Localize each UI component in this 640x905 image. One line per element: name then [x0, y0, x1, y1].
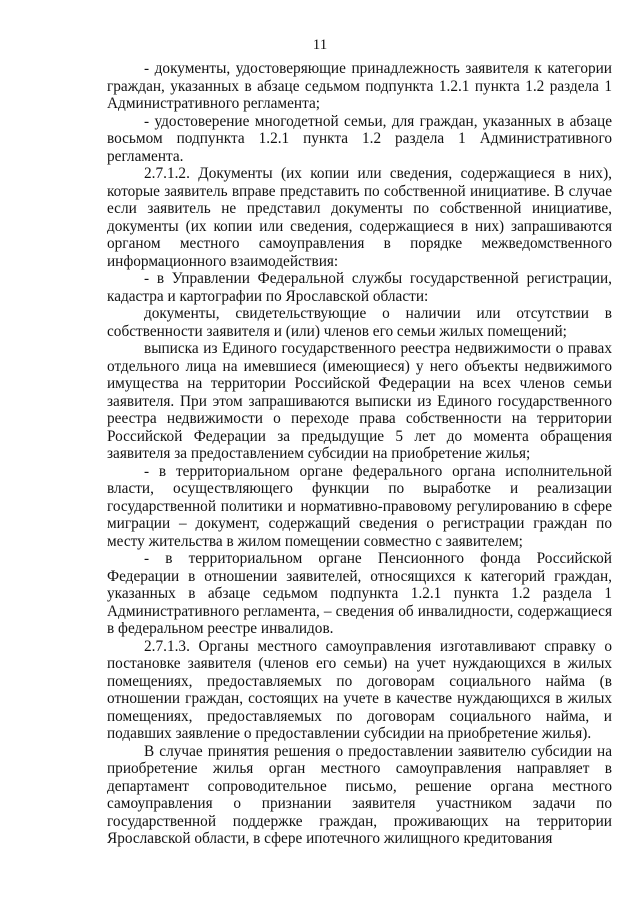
paragraph: - в территориальном органе федерального органа исполнительной власти, осуществляющего функции по выработке и реализации государственной политики и нормативно-правовому регулированию в сфере миграции – документ, содержащий сведения о регистрации граждан по месту жительства в жилом помещении совместно с заявителем;: [107, 462, 612, 550]
page-number: 11: [312, 37, 328, 53]
paragraph: выписка из Единого государственного реестра недвижимости о правах отдельного лица на имевшиеся (имеющиеся) у него объекты недвижимого имущества на территории Российской Федерации на всех членов семьи заявителя. При этом запрашиваются выписки из Единого государственного реестра недвижимости о переходе права собственности на территории Российской Федерации за предыдущие 5 лет до момента обращения заявителя за предоставлением субсидии на приобретение жилья;: [107, 340, 612, 462]
paragraph: В случае принятия решения о предоставлении заявителю субсидии на приобретение жилья орган местного самоуправления направляет в департамент сопроводительное письмо, решение органа местного самоуправления о признании заявителя участником задачи по государственной поддержке граждан, проживающих на территории Ярославской области, в сфере ипотечного жилищного кредитования: [107, 742, 612, 847]
paragraph: - документы, удостоверяющие принадлежность заявителя к категории граждан, указанных в абзаце седьмом подпункта 1.2.1 пункта 1.2 раздела 1 Административного регламента;: [107, 60, 612, 112]
paragraph: - в Управлении Федеральной службы государственной регистрации, кадастра и картографии по Ярославской области:: [107, 270, 612, 305]
paragraph: - удостоверение многодетной семьи, для граждан, указанных в абзаце восьмом подпункта 1.2.1 пункта 1.2 раздела 1 Административного регламента.: [107, 112, 612, 165]
document-body: [107, 60, 612, 848]
paragraph: - в территориальном органе Пенсионного фонда Российской Федерации в отношении заявителей, относящихся к категорий граждан, указанных в абзаце седьмом подпункта 1.2.1 пункта 1.2 раздела 1 Административного регламента, – сведения об инвалидности, содержащиеся в федеральном реестре инвалидов.: [107, 550, 612, 637]
paragraph: документы, свидетельствующие о наличии или отсутствии в собственности заявителя и (или) членов его семьи жилых помещений;: [107, 305, 612, 340]
paragraph: 2.7.1.2. Документы (их копии или сведения, содержащиеся в них), которые заявитель вправе представить по собственной инициативе. В случае если заявитель не представил документы по собственной инициативе, документы (их копии или сведения, содержащиеся в них) запрашиваются органом местного самоуправления в порядке межведомственного информационного взаимодействия:: [107, 165, 612, 270]
paragraph: 2.7.1.3. Органы местного самоуправления изготавливают справку о постановке заявителя (членов его семьи) на учет нуждающихся в жилых помещениях, предоставляемых по договорам социального найма (в отношении граждан, состоящих на учете в качестве нуждающихся в жилых помещениях, предоставляемых по договорам социального найма, и подавших заявление о предоставлении субсидии на приобретение жилья).: [107, 637, 612, 742]
